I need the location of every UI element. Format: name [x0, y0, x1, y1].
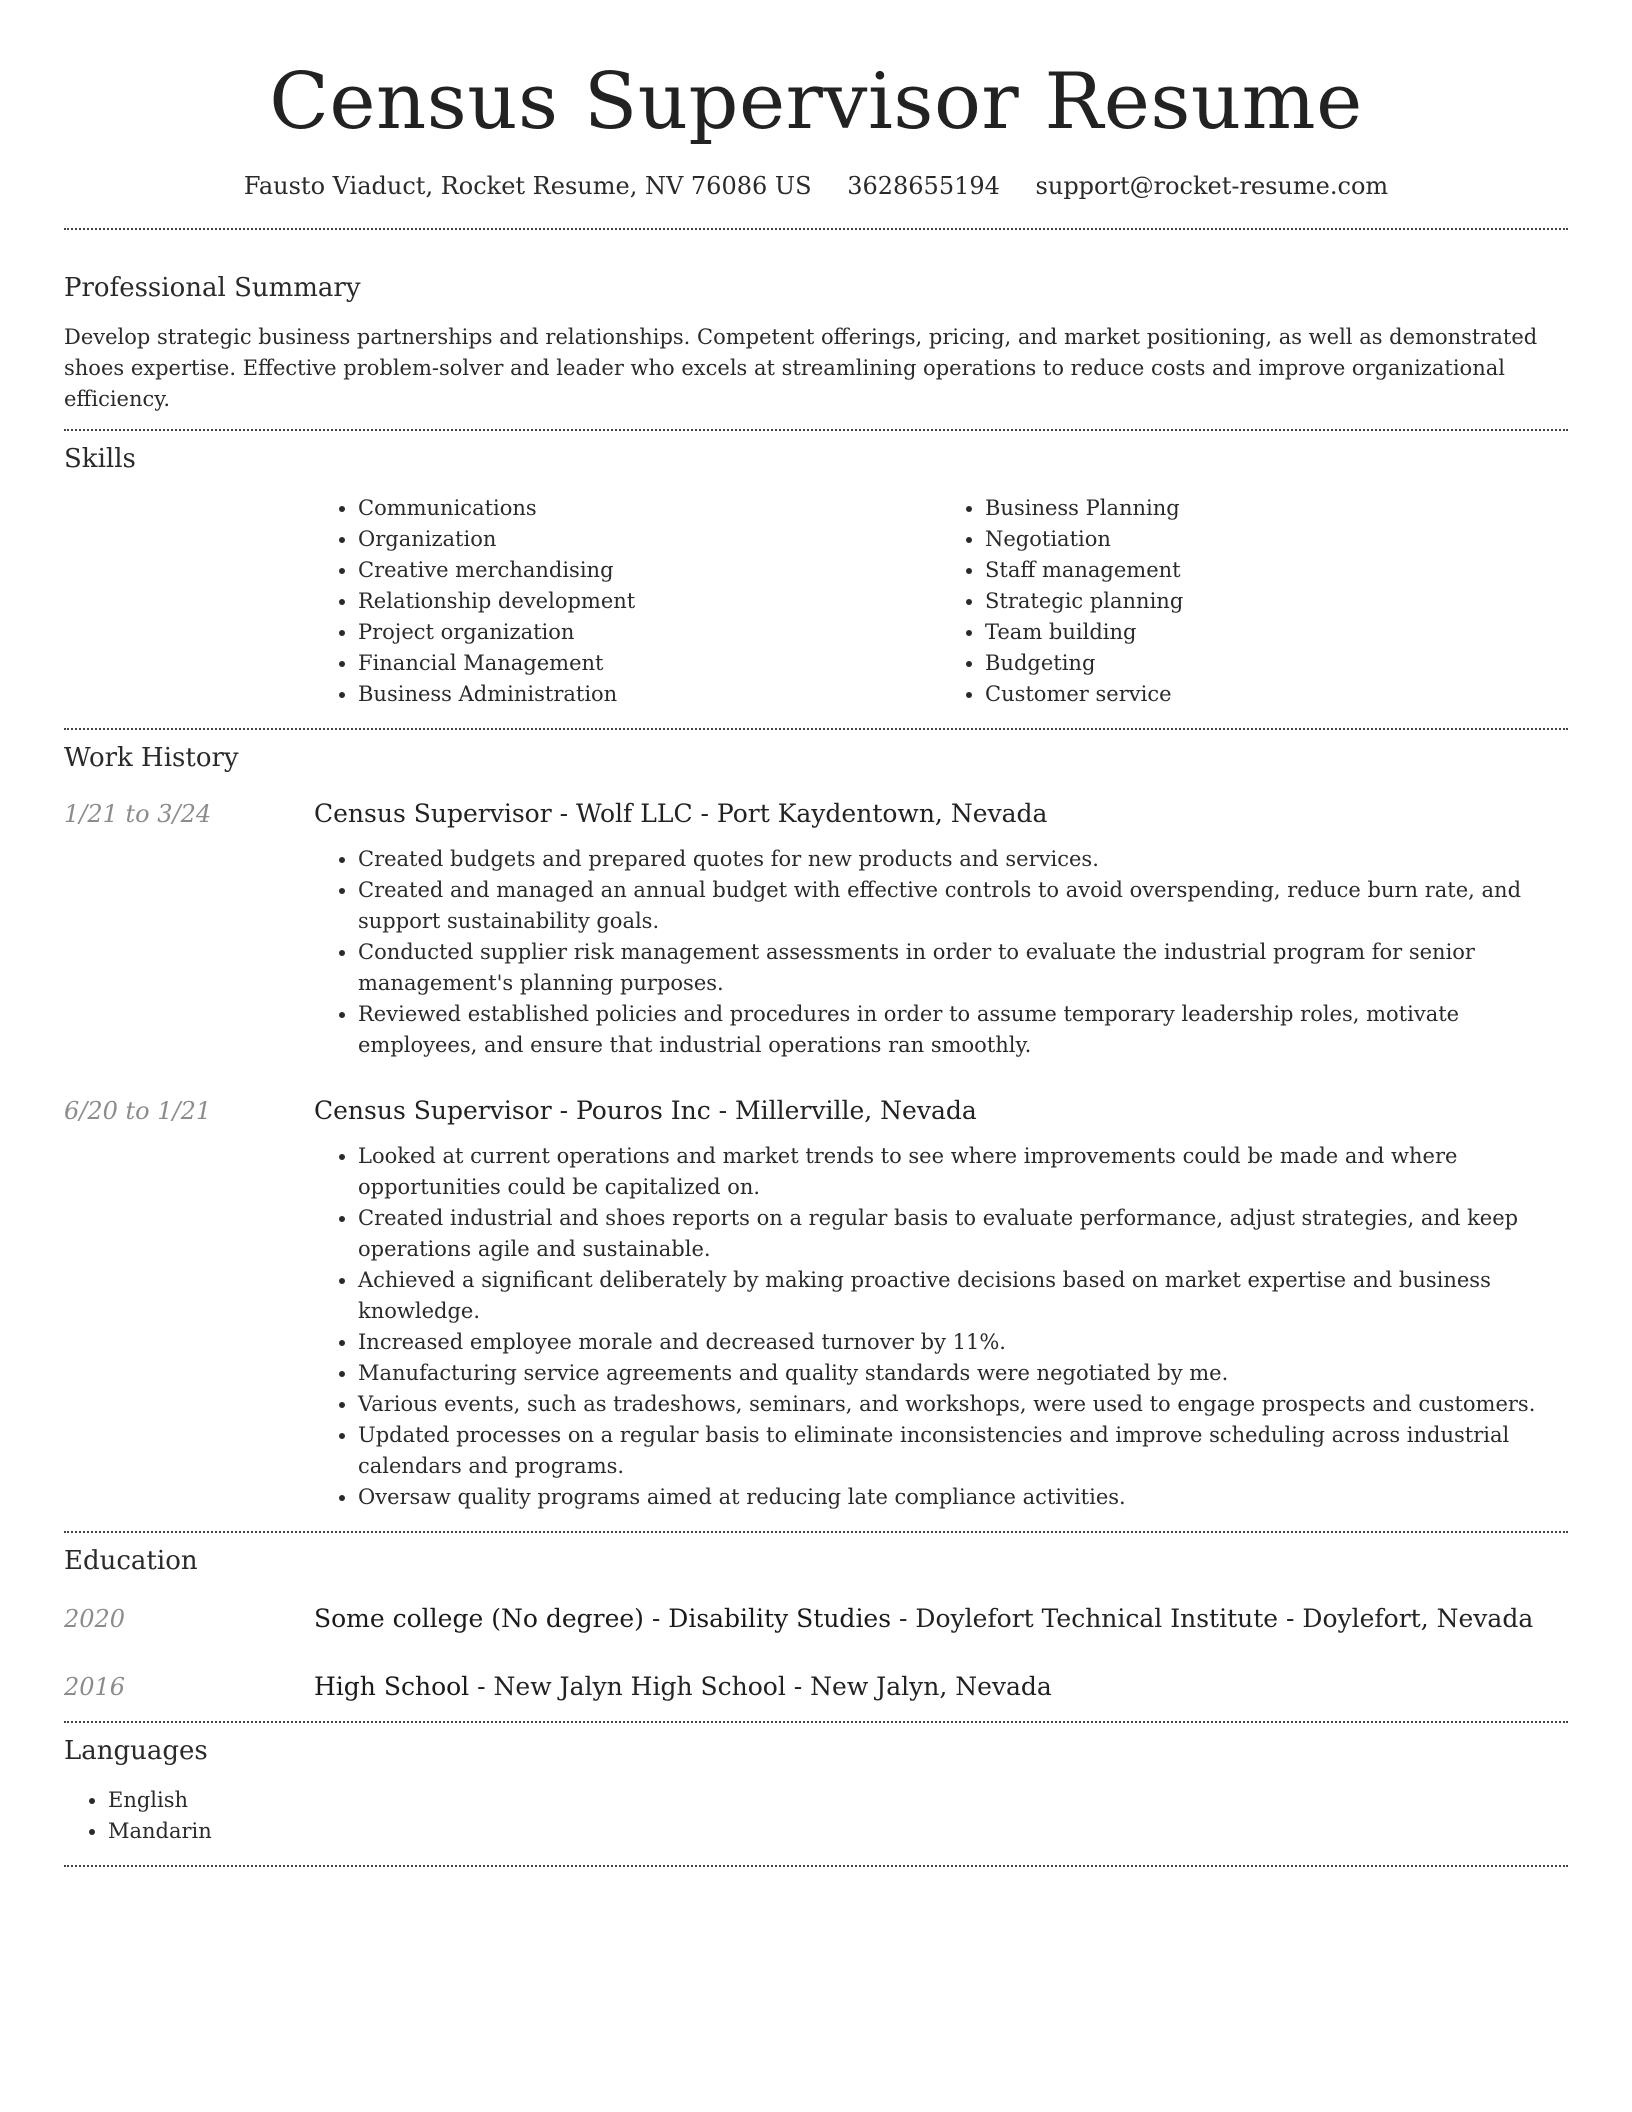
summary-section: [64, 270, 1568, 415]
skill-item: • Business Administration: [358, 679, 941, 710]
job-bullets: [314, 1141, 1568, 1513]
education-section: [64, 1543, 1568, 1705]
divider: [64, 228, 1568, 230]
contact-phone: 3628655194: [847, 172, 1000, 200]
job-bullet: • Achieved a significant deliberately by making proactive decisions based on market expertise and business knowledge.: [358, 1265, 1568, 1327]
skills-heading: Skills: [64, 444, 136, 474]
summary-heading: Professional Summary: [64, 273, 361, 303]
job-heading: Census Supervisor - Wolf LLC - Port Kaydentown, Nevada: [314, 799, 1048, 828]
job-bullet: • Looked at current operations and market trends to see where improvements could be made and where opportunities could be capitalized on.: [358, 1141, 1568, 1203]
skill-item: • Negotiation: [985, 524, 1568, 555]
separator: -: [891, 1604, 916, 1633]
job-bullet: • Created industrial and shoes reports on a regular basis to evaluate performance, adjust strategies, and keep operations agile and sustainable.: [358, 1203, 1568, 1265]
job-bullet: • Oversaw quality programs aimed at reducing late compliance activities.: [358, 1482, 1568, 1513]
resume-page: [64, 0, 1568, 1867]
summary-text: Develop strategic business partnerships and relationships. Competent offerings, pricing, and market positioning, as well as demonstrated shoes expertise. Effective problem-solver and leader who excels at streamlining operations to reduce costs and improve organizational efficiency.: [64, 325, 1538, 411]
job-body: [314, 1093, 1568, 1513]
skill-item: • Organization: [358, 524, 941, 555]
separator: -: [469, 1672, 494, 1701]
education-entry: [64, 1669, 1568, 1705]
education-year: 2016: [64, 1673, 126, 1701]
job-bullet: • Created and managed an annual budget with effective controls to avoid overspending, reduce burn rate, and support sustainability goals.: [358, 875, 1568, 937]
job-bullet: • Increased employee morale and decreased turnover by 11%.: [358, 1327, 1568, 1358]
contact-line: [64, 168, 1568, 204]
skills-list-right: [941, 493, 1568, 710]
language-item: • Mandarin: [108, 1816, 1568, 1847]
skill-item: • Communications: [358, 493, 941, 524]
contact-email: support@rocket-resume.com: [1035, 172, 1389, 200]
job-bullet: • Created budgets and prepared quotes for new products and services.: [358, 844, 1568, 875]
languages-heading: Languages: [64, 1736, 208, 1766]
divider: [64, 1531, 1568, 1533]
skill-item: • Creative merchandising: [358, 555, 941, 586]
education-degree: High School: [314, 1672, 470, 1701]
skill-item: • Business Planning: [985, 493, 1568, 524]
job-entry: [64, 1093, 1568, 1513]
skill-item: • Budgeting: [985, 648, 1568, 679]
education-heading: Education: [64, 1546, 198, 1576]
divider: [64, 728, 1568, 730]
job-heading: Census Supervisor - Pouros Inc - Millerville, Nevada: [314, 1096, 977, 1125]
divider: [64, 1865, 1568, 1867]
skills-columns: [314, 493, 1568, 710]
education-degree: Some college (No degree): [314, 1604, 644, 1633]
education-heading-line: [314, 1601, 1568, 1637]
work-section: [64, 740, 1568, 1513]
skill-item: • Customer service: [985, 679, 1568, 710]
job-dates: 1/21 to 3/24: [64, 800, 212, 828]
resume-title: Census Supervisor Resume: [269, 57, 1363, 147]
job-bullet: • Manufacturing service agreements and quality standards were negotiated by me.: [358, 1358, 1568, 1389]
skill-item: • Strategic planning: [985, 586, 1568, 617]
job-body: [314, 796, 1568, 1061]
skill-item: • Staff management: [985, 555, 1568, 586]
separator: -: [643, 1604, 669, 1633]
job-bullet: • Various events, such as tradeshows, seminars, and workshops, were used to engage prospects and customers.: [358, 1389, 1568, 1420]
work-heading: Work History: [64, 743, 239, 773]
job-bullet: • Conducted supplier risk management assessments in order to evaluate the industrial program for senior management's planning purposes.: [358, 937, 1568, 999]
languages-list: [64, 1785, 1568, 1847]
job-dates: 6/20 to 1/21: [64, 1097, 212, 1125]
skills-section: [64, 441, 1568, 710]
languages-section: [64, 1733, 1568, 1847]
job-bullet: • Reviewed established policies and procedures in order to assume temporary leadership roles, motivate employees, and ensure that industrial operations ran smoothly.: [358, 999, 1568, 1061]
skill-item: • Relationship development: [358, 586, 941, 617]
language-item: • English: [108, 1785, 1568, 1816]
job-entry: [64, 796, 1568, 1061]
job-bullets: [314, 844, 1568, 1061]
education-heading-line: [314, 1669, 1568, 1705]
skill-item: • Financial Management: [358, 648, 941, 679]
education-year: 2020: [64, 1605, 126, 1633]
contact-address: Fausto Viaduct, Rocket Resume, NV 76086 US: [243, 172, 812, 200]
education-school: Doylefort Technical Institute - Doylefort, Nevada: [915, 1604, 1534, 1633]
education-field: Disability Studies: [668, 1604, 892, 1633]
skill-item: • Team building: [985, 617, 1568, 648]
skill-item: • Project organization: [358, 617, 941, 648]
divider: [64, 1721, 1568, 1723]
education-school: New Jalyn High School - New Jalyn, Nevada: [493, 1672, 1052, 1701]
job-bullet: • Updated processes on a regular basis to eliminate inconsistencies and improve scheduling across industrial calendars and programs.: [358, 1420, 1568, 1482]
education-entry: [64, 1601, 1568, 1637]
divider: [64, 429, 1568, 431]
skills-list-left: [314, 493, 941, 710]
